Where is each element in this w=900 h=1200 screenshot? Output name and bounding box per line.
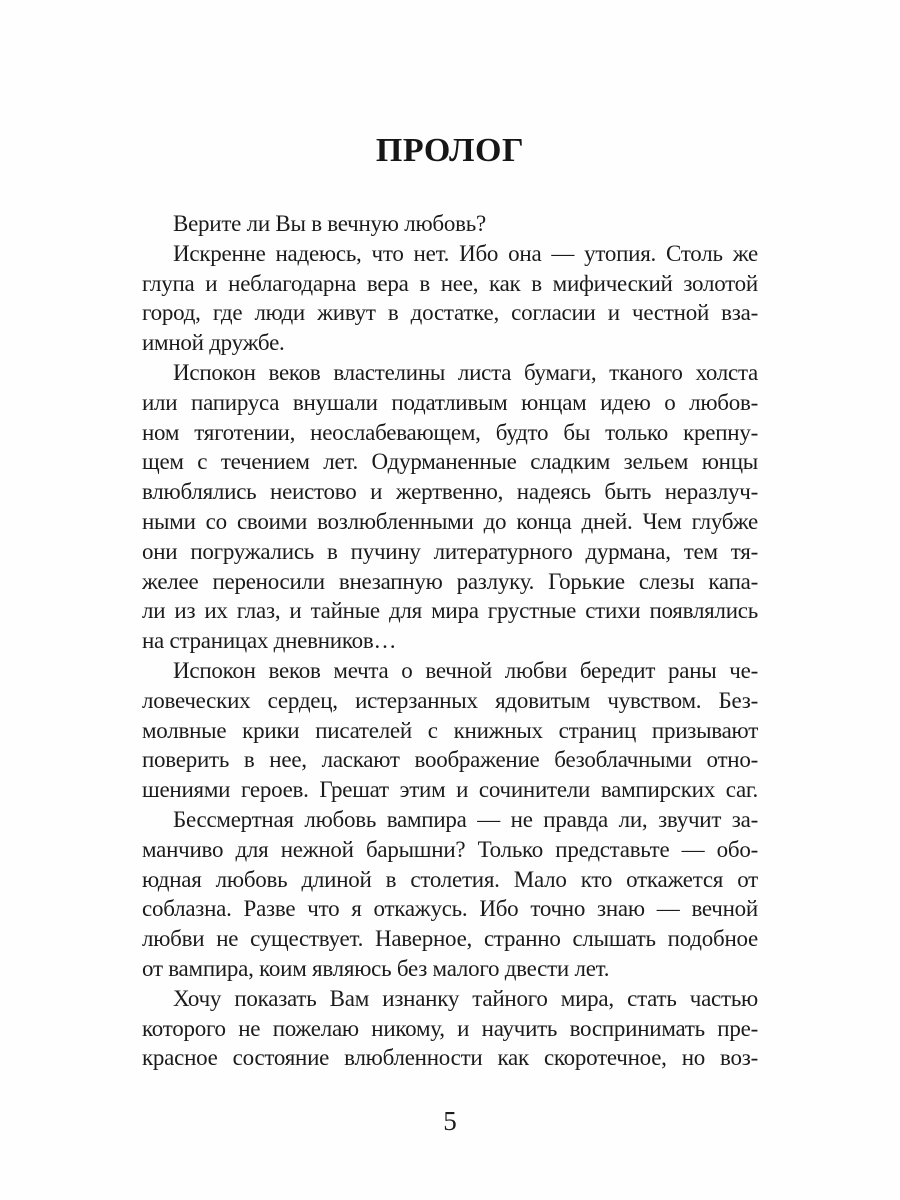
text-line: или папируса внушали податливым юнцам идею о любов- [142, 389, 758, 415]
text-line: Испокон веков мечта о вечной любви бередит раны че- [173, 657, 758, 683]
paragraph [142, 358, 758, 656]
text-line: желее переносили внезапную разлуку. Горькие слезы капа- [142, 568, 758, 594]
page-number: 5 [443, 1106, 457, 1136]
text-line: Испокон веков властелины листа бумаги, тканого холста [173, 359, 758, 385]
text-line: ловеческих сердец, истерзанных ядовитым чувством. Без- [142, 687, 758, 713]
text-line: ном тяготении, неослабевающем, будто бы только крепну- [142, 419, 758, 445]
text-line: Хочу показать Вам изнанку тайного мира, стать частью [173, 985, 758, 1011]
text-line: от вампира, коим являюсь без малого двести лет. [142, 955, 610, 981]
text-line: юдная любовь длиной в столетия. Мало кто откажется от [142, 866, 758, 892]
text-line: красное состояние влюбленности как скоротечное, но воз- [142, 1045, 758, 1071]
text-line: глупа и неблагодарна вера в нее, как в мифический золотой [142, 270, 758, 296]
text-line: город, где люди живут в достатке, согласии и честной вза- [142, 300, 758, 326]
text-line: ными со своими возлюбленными до конца дней. Чем глубже [142, 508, 758, 534]
text-line: поверить в нее, ласкают воображение безоблачными отно- [142, 747, 758, 773]
text-line: имной дружбе. [142, 330, 285, 356]
text-line: Бессмертная любовь вампира — не правда ли, звучит за- [173, 806, 758, 832]
text-line: на страницах дневников… [142, 628, 397, 654]
paragraph [142, 656, 758, 805]
text-line: соблазна. Разве что я откажусь. Ибо точно знаю — вечной [142, 896, 758, 922]
text-line: любви не существует. Наверное, странно слышать подобное [142, 926, 758, 952]
paragraph [142, 209, 758, 239]
text-line: которого не пожелаю никому, и научить воспринимать пре- [142, 1015, 758, 1041]
text-line: молвные крики писателей с книжных страниц призывают [142, 717, 758, 743]
text-line: Искренне надеюсь, что нет. Ибо она — утопия. Столь же [173, 240, 758, 266]
text-line: Верите ли Вы в вечную любовь? [173, 211, 486, 236]
text-line: влюблялись неистово и жертвенно, надеясь быть неразлуч- [142, 479, 758, 505]
text-line: манчиво для нежной барышни? Только представьте — обо- [142, 836, 758, 862]
body-text [142, 209, 758, 1073]
paragraph [142, 239, 758, 358]
chapter-title: ПРОЛОГ [375, 132, 525, 169]
text-line: они погружались в пучину литературного дурмана, тем тя- [142, 538, 758, 564]
text-line: щем с течением лет. Одурманенные сладким зельем юнцы [142, 449, 758, 475]
paragraph [142, 984, 758, 1073]
text-line: шениями героев. Грешат этим и сочинители вампирских саг. [142, 777, 758, 803]
text-line: ли из их глаз, и тайные для мира грустные стихи появлялись [142, 598, 758, 624]
paragraph [142, 805, 758, 984]
